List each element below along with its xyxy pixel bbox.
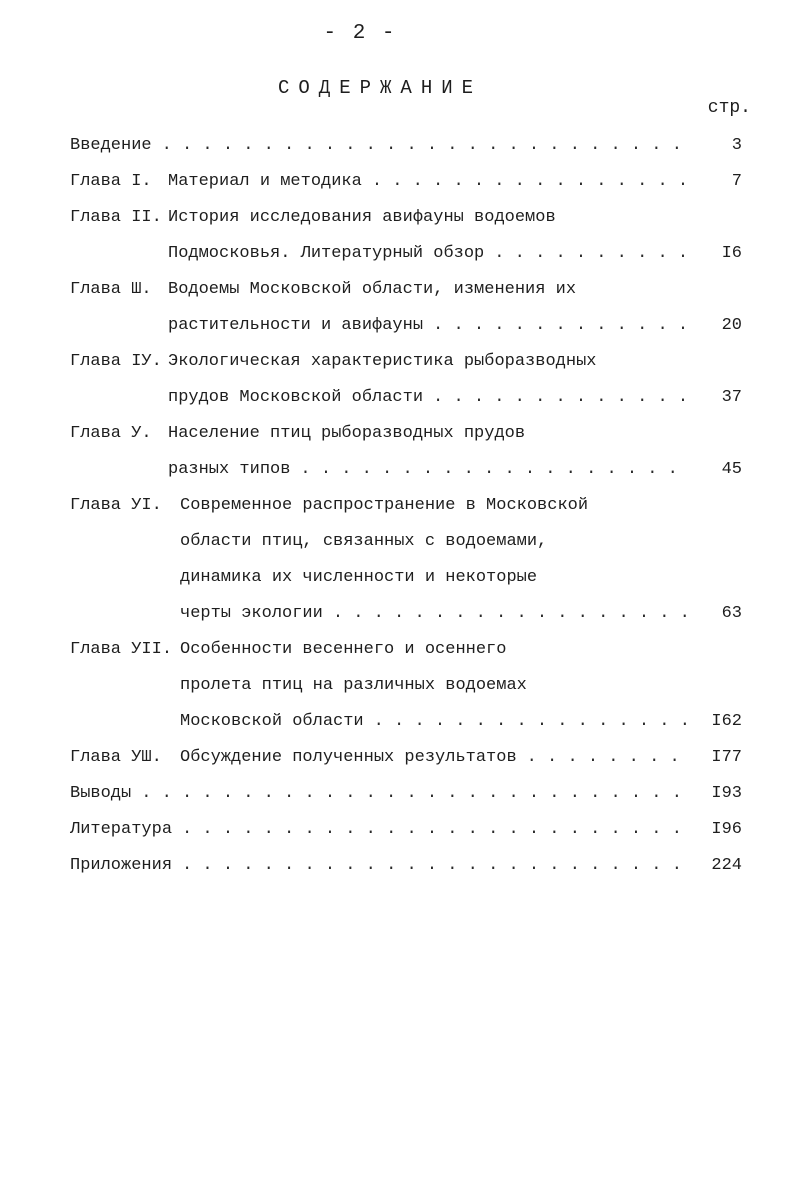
toc-entry-title-line: Современное распространение в Московской (180, 496, 589, 515)
toc-entry-title-line: прудов Московской области (168, 388, 424, 407)
toc-entry-title-line: черты экологии (180, 604, 323, 623)
toc-entry-title: Введение (70, 136, 152, 155)
toc-entry-chapter-1[interactable] (70, 164, 742, 200)
toc-chapter-label: Глава УШ. (70, 748, 162, 767)
toc-entry-title-line: пролета птиц на различных водоемах (180, 676, 527, 695)
toc-entry-title-line: Особенности весеннего и осеннего (180, 640, 507, 659)
pages-column-label: стр. (707, 98, 751, 118)
toc-entry-chapter-5[interactable] (70, 416, 742, 488)
page-number: - 2 - (323, 22, 397, 45)
dot-leader (433, 308, 690, 344)
toc-entry-title-line: Подмосковья. Литературный обзор (168, 244, 485, 263)
toc-entry-appendices[interactable] (70, 848, 742, 884)
toc-entry-page: 3 (731, 136, 742, 155)
toc-entry-chapter-3[interactable] (70, 272, 742, 344)
toc-entry-page: I6 (721, 244, 742, 263)
toc-entry-chapter-6[interactable] (70, 488, 742, 632)
toc-entry-title: Выводы (70, 784, 132, 803)
toc-chapter-label: Глава УII. (70, 640, 173, 659)
toc-entry-page: I62 (711, 712, 742, 731)
table-of-contents (70, 128, 742, 884)
toc-entry-title-line: растительности и авифауны (168, 316, 424, 335)
dot-leader (372, 164, 690, 200)
toc-entry-title-line: Население птиц рыборазводных прудов (168, 424, 526, 443)
dot-leader (182, 848, 690, 884)
toc-chapter-label: Глава УI. (70, 496, 162, 515)
dot-leader (527, 740, 690, 776)
toc-entry-title: Материал и методика (168, 172, 362, 191)
toc-entry-page: 20 (721, 316, 742, 335)
toc-entry-page: 224 (711, 856, 742, 875)
toc-entry-title-line: разных типов (168, 460, 291, 479)
toc-entry-title-line: Московской области (180, 712, 364, 731)
toc-entry-title-line: История исследования авифауны водоемов (168, 208, 556, 227)
toc-entry-chapter-7[interactable] (70, 632, 742, 740)
toc-chapter-label: Глава II. (70, 208, 162, 227)
dot-leader (300, 452, 690, 488)
toc-entry-page: 45 (721, 460, 742, 479)
toc-entry-page: 7 (731, 172, 742, 191)
dot-leader (433, 380, 690, 416)
dot-leader (333, 596, 690, 632)
toc-entry-title-line: Водоемы Московской области, изменения их (168, 280, 577, 299)
page-title: СОДЕРЖАНИЕ (278, 77, 483, 99)
dot-leader (182, 812, 690, 848)
toc-entry-introduction[interactable] (70, 128, 742, 164)
toc-entry-chapter-4[interactable] (70, 344, 742, 416)
dot-leader (141, 776, 690, 812)
dot-leader (494, 236, 690, 272)
toc-entry-page: I93 (711, 784, 742, 803)
toc-entry-page: 37 (721, 388, 742, 407)
dot-leader (374, 704, 690, 740)
toc-entry-title: Обсуждение полученных результатов (180, 748, 517, 767)
toc-entry-chapter-2[interactable] (70, 200, 742, 272)
toc-entry-title: Литература (70, 820, 173, 839)
toc-entry-page: I77 (711, 748, 742, 767)
toc-entry-references[interactable] (70, 812, 742, 848)
toc-entry-page: 63 (721, 604, 742, 623)
toc-entry-title: Приложения (70, 856, 173, 875)
toc-entry-conclusions[interactable] (70, 776, 742, 812)
toc-entry-title-line: Экологическая характеристика рыборазводных (168, 352, 597, 371)
toc-chapter-label: Глава I. (70, 172, 152, 191)
toc-chapter-label: Глава IУ. (70, 352, 162, 371)
toc-entry-title-line: области птиц, связанных с водоемами, (180, 532, 548, 551)
toc-chapter-label: Глава У. (70, 424, 152, 443)
toc-chapter-label: Глава Ш. (70, 280, 152, 299)
toc-entry-title-line: динамика их численности и некоторые (180, 568, 538, 587)
toc-entry-chapter-8[interactable] (70, 740, 742, 776)
dot-leader (162, 128, 690, 164)
toc-entry-page: I96 (711, 820, 742, 839)
